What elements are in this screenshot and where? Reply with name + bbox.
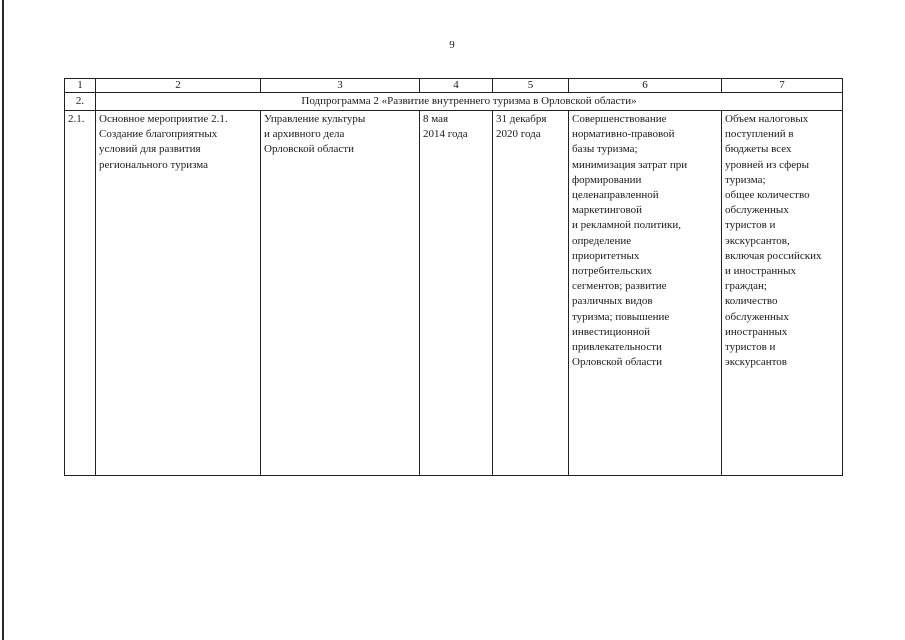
row-number <box>65 111 96 476</box>
start-date-text: 8 мая 2014 года <box>423 113 468 141</box>
subprogram-row <box>65 93 843 111</box>
column-number: 6 <box>569 79 722 93</box>
indicators-text: Объем налоговых поступлений в бюджеты всех уровней из сферы туризма; общее количество обслуженных туристов и экскурсантов, включая российских и иностранных граждан; количество обслуженных иностранных туристов и экскурсантов <box>725 113 822 369</box>
executor-cell <box>261 111 420 476</box>
column-number: 3 <box>261 79 420 93</box>
program-table <box>64 78 843 476</box>
column-number: 2 <box>96 79 261 93</box>
page-binding-edge <box>2 0 4 640</box>
start-date-cell <box>420 111 493 476</box>
result-text: Совершенствование нормативно-правовой базы туризма; минимизация затрат при формировании целенаправленной маркетинговой и рекламной политики, определение приоритетных потребительских сегментов; развитие различных видов туризма; повышение инвестиционной привлекательности Орловской области <box>572 113 688 369</box>
column-number: 5 <box>493 79 569 93</box>
event-cell <box>96 111 261 476</box>
column-number-row <box>65 79 843 93</box>
result-cell <box>569 111 722 476</box>
column-number: 4 <box>420 79 493 93</box>
subprogram-number: 2. <box>65 93 96 111</box>
subprogram-title: Подпрограмма 2 «Развитие внутреннего туризма в Орловской области» <box>96 93 843 111</box>
event-text: Основное мероприятие 2.1. Создание благоприятных условий для развития регионального туризма <box>99 113 228 171</box>
row-number-text: 2.1. <box>68 113 85 125</box>
page-number: 9 <box>449 39 455 51</box>
table-row <box>65 111 843 476</box>
executor-text: Управление культуры и архивного дела Орловской области <box>264 113 366 156</box>
column-number: 7 <box>722 79 843 93</box>
end-date-cell <box>493 111 569 476</box>
end-date-text: 31 декабря 2020 года <box>496 113 547 141</box>
column-number: 1 <box>65 79 96 93</box>
indicators-cell <box>722 111 843 476</box>
